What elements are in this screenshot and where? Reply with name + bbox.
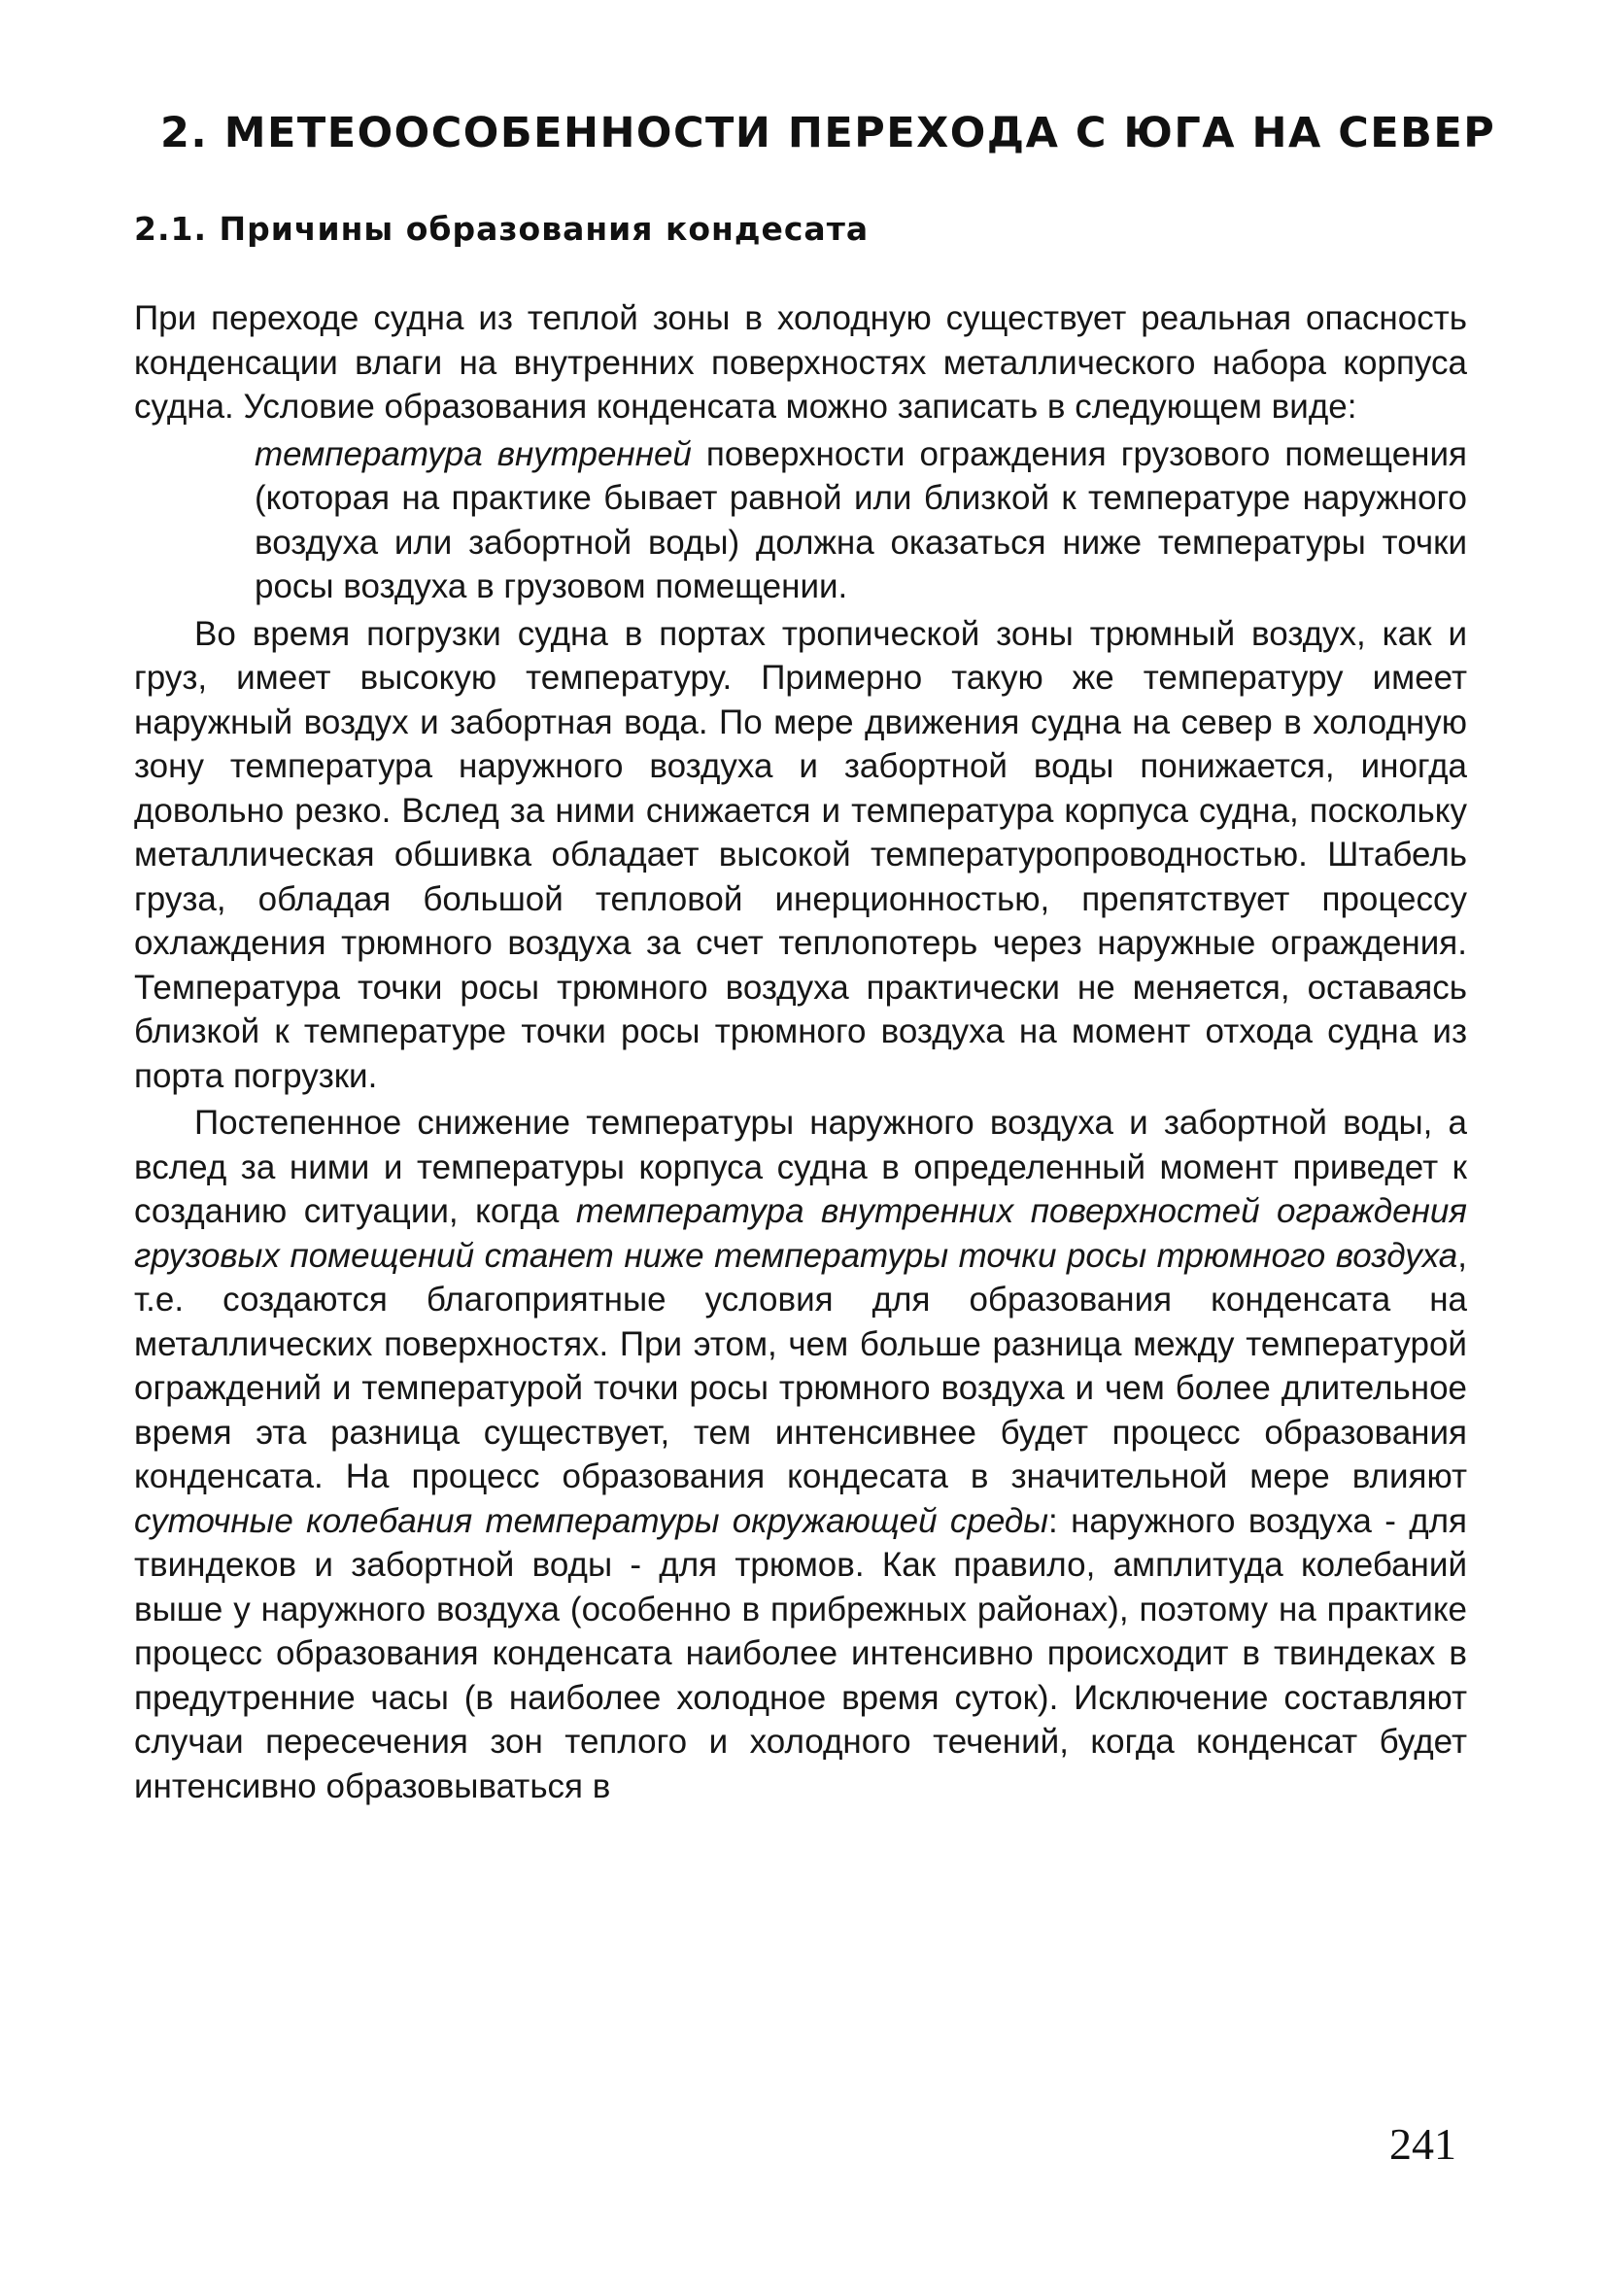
cooling-text-c: : наружного воздуха - для твиндеков и забортной воды - для трюмов. Как правило, амплитуда колебаний выше у наружного воздуха (особенно в прибрежных районах), поэтому на практике процесс образования конденсата наиболее интенсивно происходит в твиндеках в предутренние часы (в наиболее холодное время суток). Исключение составляют случаи пересечения зон теплого и холодного течений, когда конденсат будет интенсивно образовываться в — [134, 1501, 1467, 1805]
paragraph-intro: При переходе судна из теплой зоны в холодную существует реальная опасность конденсации влаги на внутренних поверхностях металлического набора корпуса судна. Условие образования конденсата можно записать в следующем виде: — [134, 299, 1467, 426]
page-number: 241 — [1389, 2119, 1456, 2169]
section-title: 2.1. Причины образования кондесата — [134, 210, 870, 248]
condition-text: поверхности ограждения грузового помещения (которая на практике бывает равной или близкой к температуре наружного воздуха или забортной воды) должна оказаться ниже температуры точки росы воздуха в грузовом помещении. — [255, 434, 1467, 605]
body-text — [134, 296, 1467, 1811]
paragraph-condition — [255, 432, 1467, 609]
cooling-text-a: Постепенное снижение температуры наружного воздуха и забортной воды, а вслед за ними и температуры корпуса судна в определенный момент приведет к созданию ситуации, когда — [134, 1104, 1467, 1230]
chapter-title: 2. МЕТЕООСОБЕННОСТИ ПЕРЕХОДА С ЮГА НА СЕВЕР — [160, 109, 1496, 157]
cooling-italic-2: суточные колебания температуры окружающей среды — [134, 1501, 1049, 1540]
paragraph-loading: Во время погрузки судна в портах тропической зоны трюмный воздух, как и груз, имеет высокую температуру. Примерно такую же температуру имеет наружный воздух и забортная вода. По мере движения судна на север в холодную зону температура наружного воздуха и забортной воды понижается, иногда довольно резко. Вслед за ними снижается и температура корпуса судна, поскольку металлическая обшивка обладает высокой температуропроводностью. Штабель груза, обладая большой тепловой инерционностью, препятствует процессу охлаждения трюмного воздуха за счет теплопотерь через наружные ограждения. Температура точки росы трюмного воздуха практически не меняется, оставаясь близкой к температуре точки росы трюмного воздуха на момент отхода судна из порта погрузки. — [134, 614, 1467, 1095]
cooling-italic-1: температура внутренних поверхностей ограждения грузовых помещений станет ниже температуры точки росы трюмного воздуха — [134, 1192, 1467, 1275]
paragraph-cooling — [134, 1101, 1467, 1808]
condition-italic-text: температура внутренней — [255, 434, 692, 473]
cooling-text-b: , т.е. создаются благоприятные условия для образования конденсата на металлических поверхностях. При этом, чем больше разница между температурой ограждений и температурой точки росы трюмного воздуха и чем более длительное время эта разница существует, тем интенсивнее будет процесс образования конденсата. На процесс образования кондесата в значительной мере влияют — [134, 1236, 1467, 1495]
